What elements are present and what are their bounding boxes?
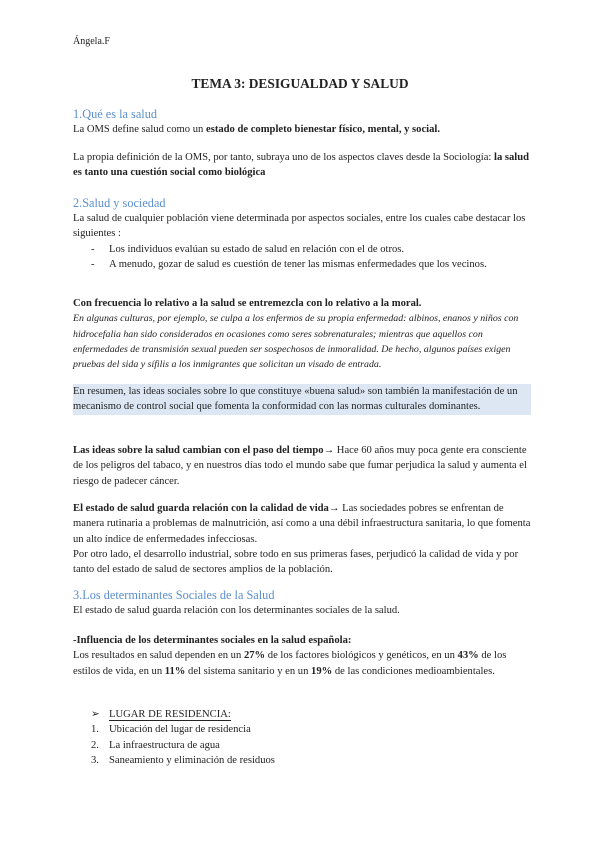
paragraph: La salud de cualquier población viene determinada por aspectos sociales, entre los cuales cabe destacar los siguientes : xyxy=(73,213,526,240)
section-determinants xyxy=(73,587,531,618)
section-heading-2: 2.Salud y sociedad xyxy=(73,196,166,210)
arrow-icon: → xyxy=(323,445,335,456)
dash-list xyxy=(73,242,531,273)
list-item: 1. Ubicación del lugar de residencia xyxy=(91,724,251,736)
paragraph: Por otro lado, el desarrollo industrial, sobre todo en sus primeras fases, perjudicó la calidad de vida y por tanto del estado de salud de sectores amplios de la población. xyxy=(73,548,519,576)
author-name: Ángela.F xyxy=(73,36,110,47)
section-heading-3: 3.Los determinantes Sociales de la Salud xyxy=(73,588,275,602)
paragraph-percentages: Los resultados en salud dependen en un 27% de los factores biológicos y genéticos, en un 43% de los estilos de vida, en un 11% del sistema sanitario y en un 19% de las condiciones medioambientales. xyxy=(73,650,507,677)
paragraph: La OMS define salud como un estado de completo bienestar físico, mental, y social. xyxy=(73,124,441,135)
influence-block xyxy=(73,633,531,679)
arrow-icon: → xyxy=(328,503,340,514)
section-health-and-society xyxy=(73,195,531,272)
ideas-change-block: Las ideas sobre la salud cambian con el paso del tiempo→ Hace 60 años muy poca gente era consciente de los peligros del tabaco, y en nuestros días todo el mundo sabe que fumar perjudica la salud y aumenta el riesgo de padecer cáncer. xyxy=(73,445,527,487)
list-item: - A menudo, gozar de salud es cuestión de tener las mismas enfermedades que los vecinos. xyxy=(73,257,531,272)
subheading: -Influencia de los determinantes sociales en la salud española: xyxy=(73,635,352,646)
list-item: 3. Saneamiento y eliminación de residuos xyxy=(91,754,275,766)
summary-block xyxy=(73,384,531,415)
paragraph-sociology: La propia definición de la OMS, por tanto, subraya uno de los aspectos claves desde la Sociología: la salud es tanto una cuestión social como biológica xyxy=(73,152,530,179)
document-title: TEMA 3: DESIGUALDAD Y SALUD xyxy=(191,76,409,91)
paragraph: El estado de salud guarda relación con los determinantes sociales de la salud. xyxy=(73,605,400,616)
list-item: 2. La infraestructura de agua xyxy=(91,739,220,751)
moral-example: En algunas culturas, por ejemplo, se culpa a los enfermos de su propia enfermedad: albinos, enanos y niños con hidrocefalia han sido considerados en ocasiones como seres sobrenaturales; mientras que aquellos con enfermedades de transmisión sexual pueden ser sospechosos de inmoralidad. De hecho, algunos países exigen pruebas del sida y sífilis a los inmigrantes que solicitan un visado de entrada. xyxy=(73,313,519,371)
list-item-residence: ➢ LUGAR DE RESIDENCIA: xyxy=(73,707,531,722)
section-heading-1: 1.Qué es la salud xyxy=(73,107,158,121)
numbered-list xyxy=(73,722,531,768)
residence-list xyxy=(73,707,531,768)
moral-statement: Con frecuencia lo relativo a la salud se entremezcla con lo relativo a la moral. xyxy=(73,298,422,309)
section-what-is-health xyxy=(73,106,531,137)
moral-block xyxy=(73,296,531,372)
highlighted-summary: En resumen, las ideas sociales sobre lo que constituye «buena salud» son también la manifestación de un mecanismo de control social que fomenta la conformidad con las normas culturales dominantes. xyxy=(73,384,531,415)
quality-of-life-block: El estado de salud guarda relación con la calidad de vida→ Las sociedades pobres se enfrentan de manera rutinaria a problemas de malnutrición, así como a una débil infraestructura sanitaria, lo que fomenta un alto índice de enfermedades infecciosas. Por otro lado, el desarrollo industrial, sobre todo en sus primeras fases, perjudicó la calidad de vida y por tanto del estado de salud de sectores amplios de la población. xyxy=(73,501,531,577)
arrow-bullet-icon: ➢ xyxy=(91,709,100,720)
list-item: - Los individuos evalúan su estado de salud en relación con el de otros. xyxy=(73,242,531,257)
